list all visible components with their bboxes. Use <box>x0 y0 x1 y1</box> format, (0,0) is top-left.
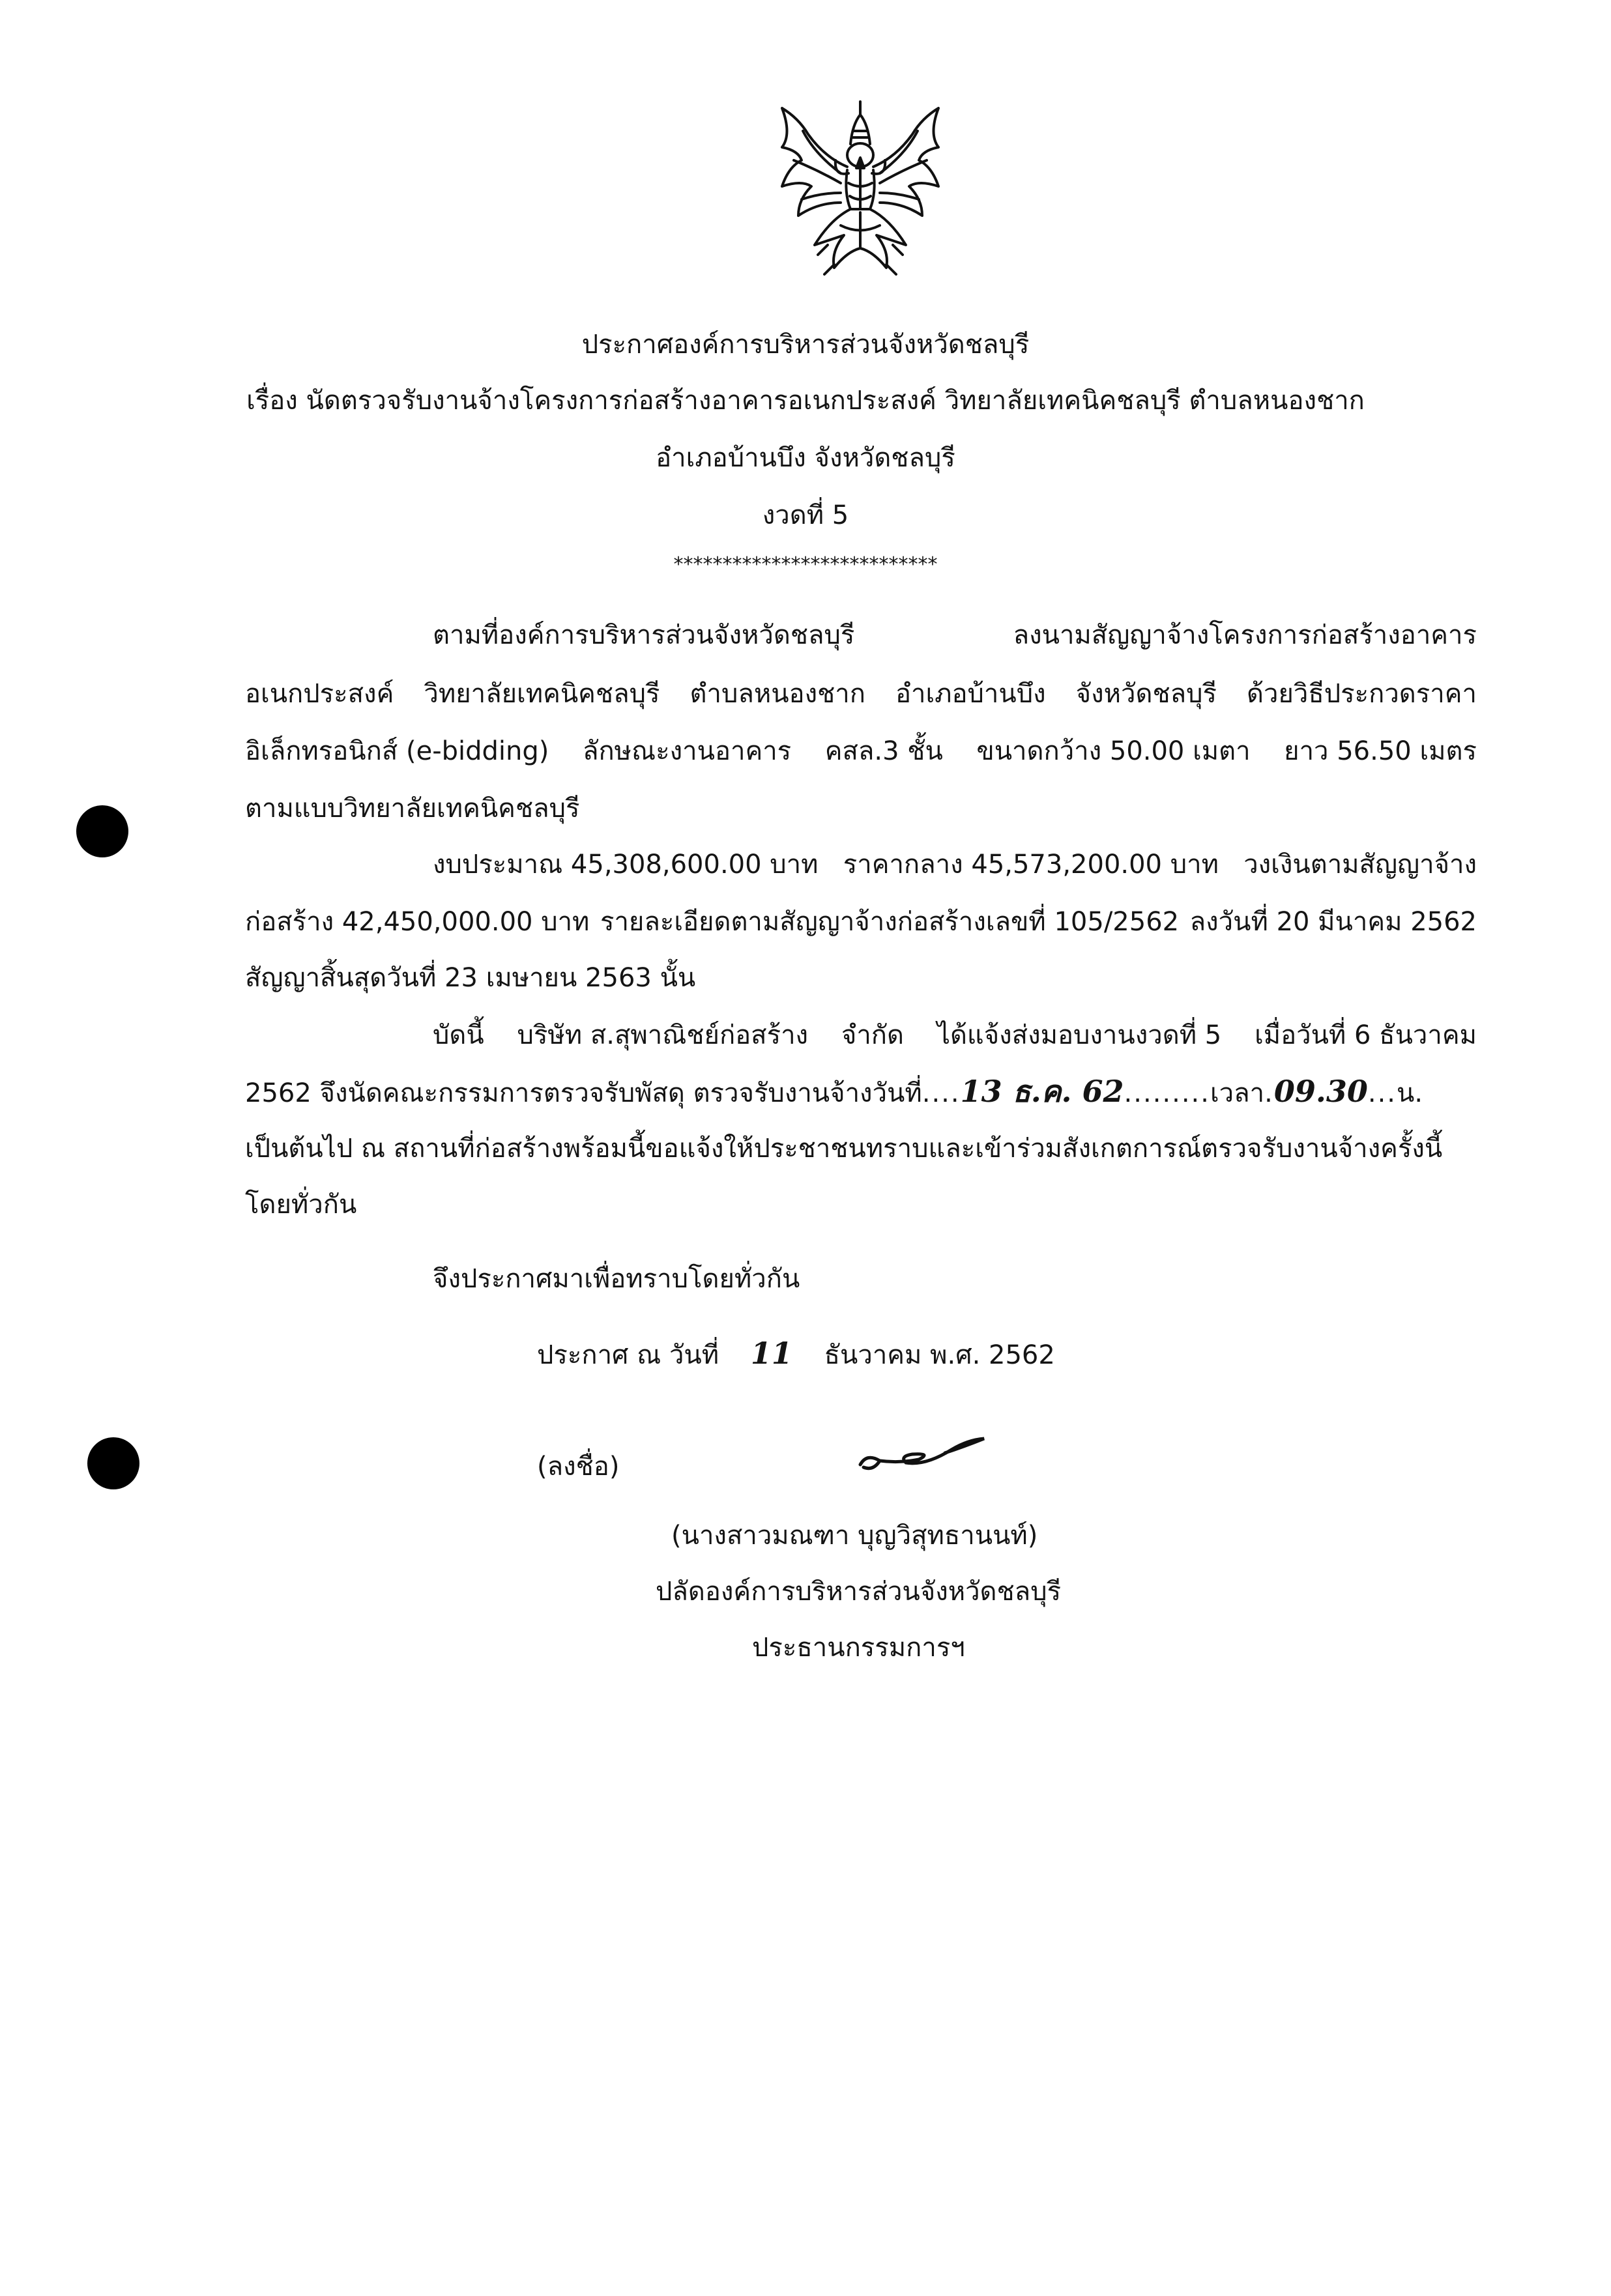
p3-line-3: เป็นต้นไป ณ สถานที่ก่อสร้างพร้อมนี้ขอแจ้งให้ประชาชนทราบและเข้าร่วมสังเกตการณ์ตรวจรับงานจ้างครั้งนี้ <box>245 1134 1443 1164</box>
separator-stars: *************************** <box>673 553 938 576</box>
closing-statement: จึงประกาศมาเพื่อทราบโดยทั่วกัน <box>433 1264 800 1294</box>
signature-mark <box>854 1427 997 1485</box>
installment-label: งวดที่ 5 <box>762 500 849 530</box>
p1-line-1: ตามที่องค์การบริหารส่วนจังหวัดชลบุรี ลงนามสัญญาจ้างโครงการก่อสร้างอาคาร <box>433 620 1477 650</box>
p2-line-1: งบประมาณ 45,308,600.00 บาท ราคากลาง 45,573,200.00 บาท วงเงินตามสัญญาจ้าง <box>433 850 1477 880</box>
sign-label: (ลงชื่อ) <box>537 1452 620 1482</box>
p1-line-3: อิเล็กทรอนิกส์ (e-bidding) ลักษณะงานอาคาร คสล.3 ชั้น ขนาดกว้าง 50.00 เมตา ยาว 56.50 เมตร <box>245 736 1477 766</box>
p2-line-3: สัญญาสิ้นสุดวันที่ 23 เมษายน 2563 นั้น <box>245 963 696 993</box>
p2-line-2: ก่อสร้าง 42,450,000.00 บาท รายละเอียดตามสัญญาจ้างก่อสร้างเลขที่ 105/2562 ลงวันที่ 20 มีนาคม 2562 <box>245 907 1477 937</box>
handwritten-date: 13 ธ.ค. 62 <box>960 1074 1124 1109</box>
signer-role: ประธานกรรมการฯ <box>752 1633 965 1663</box>
handwritten-day: 11 <box>750 1336 792 1371</box>
binder-hole-bottom <box>87 1437 139 1489</box>
subject-line-continued: อำเภอบ้านบึง จังหวัดชลบุรี <box>656 443 955 473</box>
p1-line-2: อเนกประสงค์ วิทยาลัยเทคนิคชลบุรี ตำบลหนองชาก อำเภอบ้านบึง จังหวัดชลบุรี ด้วยวิธีประกวดราคา <box>245 679 1477 709</box>
subject-line: เรื่อง นัดตรวจรับงานจ้างโครงการก่อสร้างอาคารอเนกประสงค์ วิทยาลัยเทคนิคชลบุรี ตำบลหนองชาก <box>246 386 1365 416</box>
p3-line-2: 2562 จึงนัดคณะกรรมการตรวจรับพัสดุ ตรวจรับงานจ้างวันที่....13 ธ.ค. 62.........เวลา.09.30...น. <box>245 1074 1423 1109</box>
signer-position: ปลัดองค์การบริหารส่วนจังหวัดชลบุรี <box>656 1577 1062 1607</box>
p3-line-1: บัดนี้ บริษัท ส.สุพาณิชย์ก่อสร้าง จำกัด ได้แจ้งส่งมอบงานงวดที่ 5 เมื่อวันที่ 6 ธันวาคม <box>433 1020 1477 1050</box>
binder-hole-top <box>76 805 128 857</box>
p1-line-4: ตามแบบวิทยาลัยเทคนิคชลบุรี <box>245 794 580 824</box>
signer-name: (นางสาวมณฑา บุญวิสุทธานนท์) <box>671 1521 1038 1551</box>
announcement-date: ประกาศ ณ วันที่ 11 ธันวาคม พ.ศ. 2562 <box>537 1336 1055 1371</box>
garuda-emblem-icon <box>762 95 958 291</box>
p3-line-4: โดยทั่วกัน <box>245 1190 357 1220</box>
document-title: ประกาศองค์การบริหารส่วนจังหวัดชลบุรี <box>581 330 1030 360</box>
handwritten-time: 09.30 <box>1273 1074 1368 1109</box>
